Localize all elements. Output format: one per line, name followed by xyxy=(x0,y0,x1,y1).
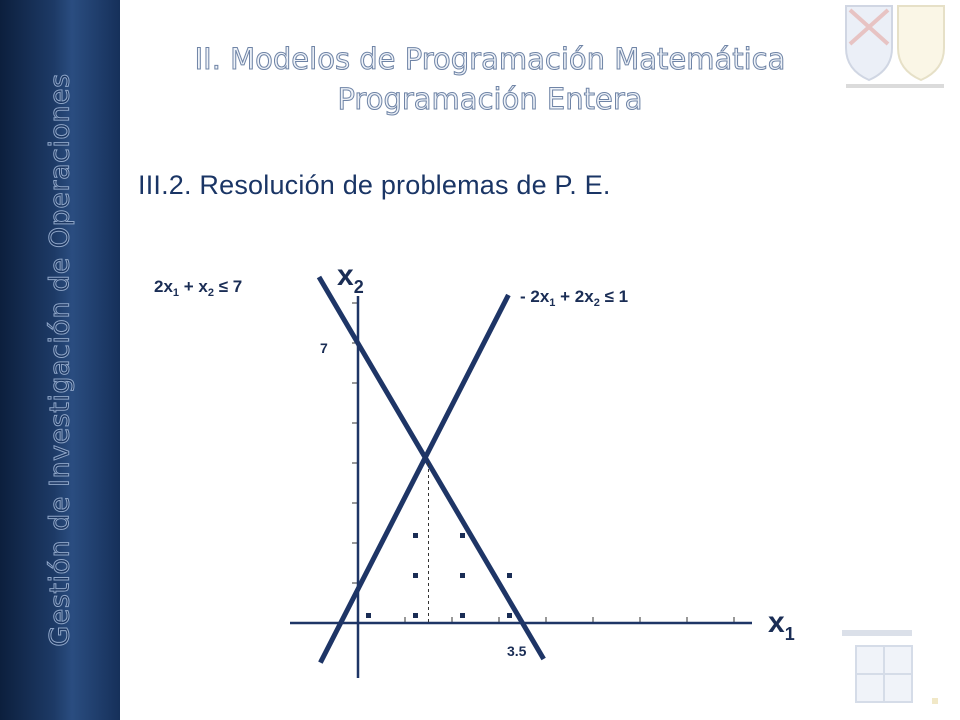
integer-point xyxy=(366,613,371,618)
integer-point xyxy=(413,533,418,538)
sidebar-vertical-title: Gestión de Investigación de Operaciones xyxy=(44,73,76,647)
header-line-2: Programación Entera xyxy=(337,82,643,116)
integer-point xyxy=(413,573,418,578)
constraint-1-label: $2x_1 + x_2 \le 7$ xyxy=(154,277,243,299)
integer-point xyxy=(460,533,465,538)
integer-point xyxy=(507,613,512,618)
y-intercept-label: 7 xyxy=(320,340,328,356)
integer-point xyxy=(460,573,465,578)
x-intercept-label: 3.5 xyxy=(507,643,527,659)
section-title: III.2. Resolución de problemas de P. E. xyxy=(138,170,611,200)
constraint-line-2 xyxy=(320,295,508,663)
integer-point xyxy=(413,613,418,618)
x2-axis-label: $x_2$ xyxy=(337,259,364,297)
x1-axis-label: $x_1$ xyxy=(768,606,795,644)
constraint-2-label: - $2x_1 + 2x_2 \le 1$ xyxy=(520,287,629,309)
integer-point xyxy=(507,573,512,578)
header-line-1: II. Modelos de Programación Matemática xyxy=(194,42,786,76)
integer-point xyxy=(460,613,465,618)
